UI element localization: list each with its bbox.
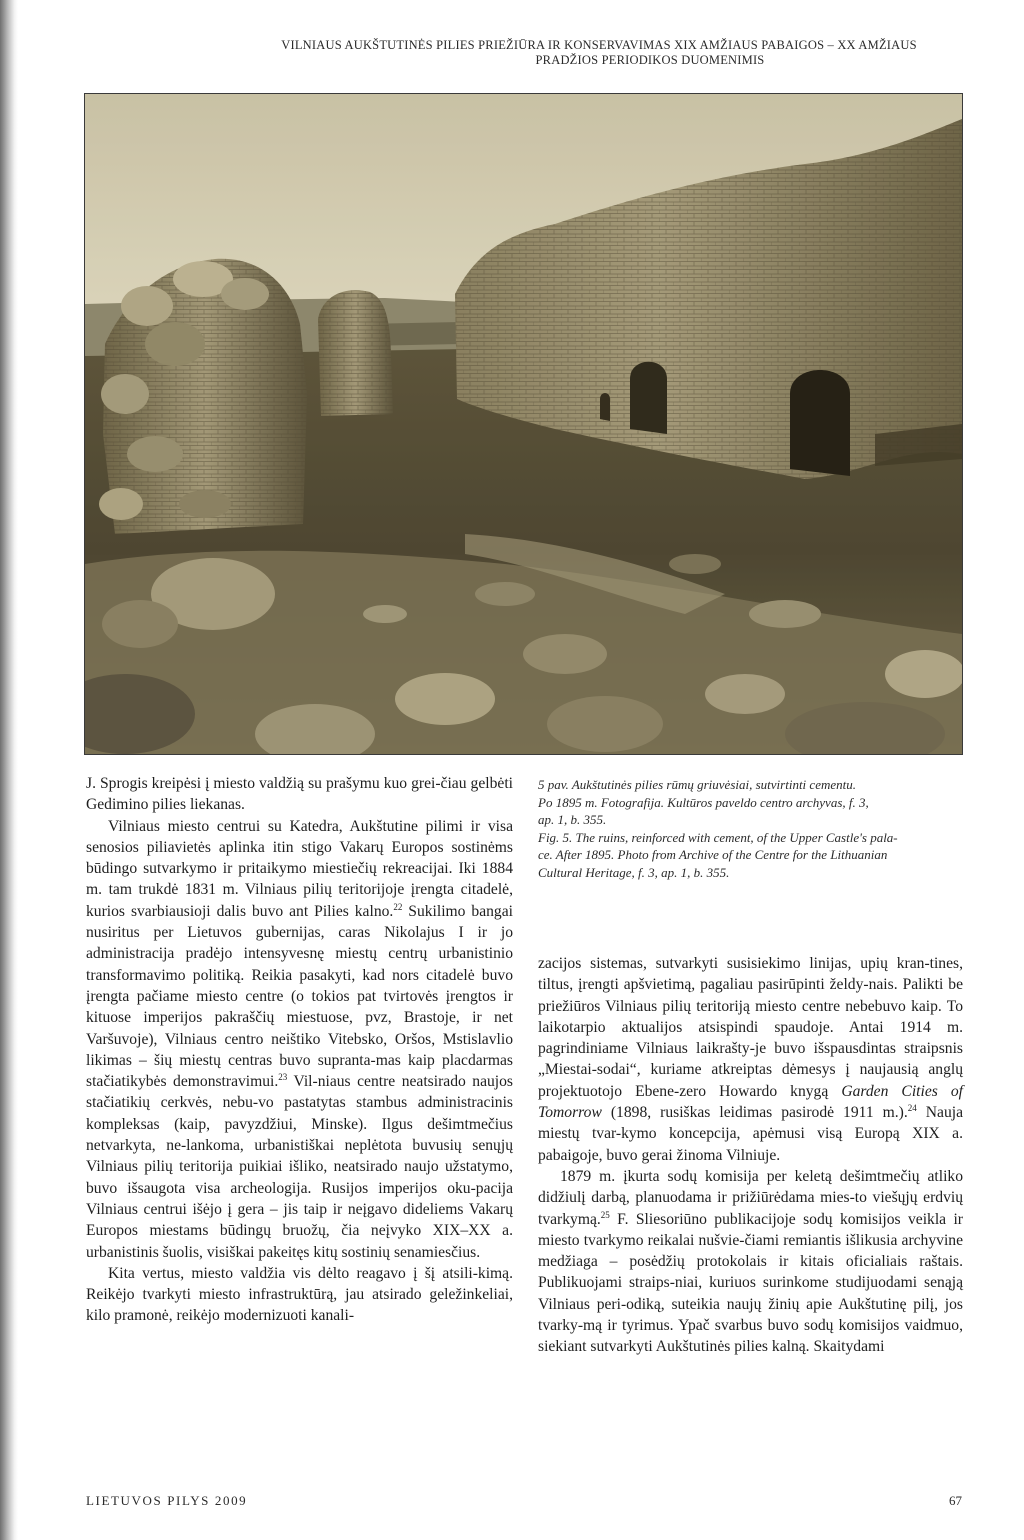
caption-lt-line: 5 pav. Aukštutinės pilies rūmų griuvėsiai, sutvirtinti cementu. [538, 777, 856, 792]
paragraph-text: 1879 m. įkurta sodų komisija per keletą dešimtmečių atliko didžiulį darbą, planuodama ir prižiūrėdama mies-to viešųjų erdvių tvarkymą. [538, 1167, 963, 1228]
caption-en-line: ce. After 1895. Photo from Archive of the Centre for the Lithuanian [538, 847, 888, 863]
figure-caption [538, 776, 958, 882]
paragraph-text: Vilniaus miesto centrui su Katedra, Aukštutine pilimi ir visa senosios piliavietės aplinka itin stigo Vakarų Europos sostinėms būdingo sutvarkymo ir pritaikymo miestiečių rekreacijai. Iki 1884 m. tam trukdė 1831 m. Vilniaus pilių teritorijoje įrengta citadelė, kurios svarbiausioji dalis buvo ant Pilies kalno. [86, 817, 513, 920]
paragraph-text: (1898, rusiškas leidimas pasirodė 1911 m.). [601, 1104, 908, 1122]
journal-footer: LIETUVOS PILYS 2009 [86, 1493, 248, 1508]
caption-en-line: Cultural Heritage, f. 3, ap. 1, b. 355. [538, 864, 730, 880]
running-head-line-1: VILNIAUS AUKŠTUTINĖS PILIES PRIEŽIŪRA IR KONSERVAVIMAS XIX AMŽIAUS PABAIGOS – XX AMŽIAUS [281, 38, 917, 52]
paragraph: Kita vertus, miesto valdžia vis dėlto reagavo į šį atsili-kimą. Reikėjo tvarkyti miesto infrastruktūrą, jau atsirado geležinkeliai, kilo pramonė, reikėjo modernizuoti kanali- [86, 1264, 513, 1325]
paragraph [538, 953, 963, 1166]
footnote-ref-25: 25 [600, 1209, 610, 1220]
paragraph-text: Sukilimo bangai nusiritus per Lietuvos gubernijas, caras Nikolajus I ir jo administracija pradėjo intensyvesnę miestų centrų urbanistinio transformavimo politiką. Reikia pasakyti, kad nors citadelė buvo įrengta pačiame miesto centre (o tokios pat tvirtovės įrengtos ir kituose imperijos pakraščių miestuose, pvz, Brastoje, ir net Varšuvoje), Vilniaus centro neištiko Vitebsko, Oršos, Mstislavlio likimas – šių miestų centras buvo supranta-mas kaip placdarmas stačiatikybės demonstravimui. [86, 902, 513, 1091]
caption-lt-line: Po 1895 m. Fotografija. Kultūros paveldo centro archyvas, f. 3, [538, 794, 869, 810]
footnote-ref-24: 24 [907, 1102, 917, 1113]
paragraph-text: Vil-niaus centre neatsirado naujos stačiatikių cerkvės, nebu-vo pastatytas stambus administracinis kompleksas (kaip, pavyzdžiui, Minske). Ilgus dešimtmečius netvarkyta, ne-lankoma, urbanistiškai neplėtota buvusių senųjų Vilniaus pilių teritorija puikiai išliko, neatsirado naujo užstatymo, buvo išsaugota visa archeologija. Rusijos imperijos oku-pacija Vilniaus centrui išėjo į gera – jis taip ir neįgavo dideliems Vakarų Europos miestams būdingų bruožų, čia neįvyko XIX–XX a. urbanistinis šuolis, visiškai pakeitęs kitų sostinių senamiesčius. [86, 1073, 513, 1261]
book-title: Garden Cities of Tomorrow [538, 1082, 963, 1122]
caption-lt-line: ap. 1, b. 355. [538, 812, 607, 828]
ruins-photograph [84, 93, 963, 755]
footnote-ref-23: 23 [278, 1071, 288, 1082]
left-text-column [86, 773, 513, 1327]
paragraph: J. Sprogis kreipėsi į miesto valdžią su prašymu kuo grei-čiau gelbėti Gedimino pilies liekanas. [86, 775, 513, 814]
footnote-ref-22: 22 [393, 901, 403, 912]
running-head [160, 38, 1010, 68]
running-head-line-2: PRADŽIOS PERIODIKOS DUOMENIMIS [535, 53, 765, 67]
paragraph [538, 1166, 963, 1358]
caption-en-line: Fig. 5. The ruins, reinforced with cement, of the Upper Castle's pala- [538, 829, 898, 845]
paragraph-text: F. Sliesoriūno publikacijoje sodų komisijos veikla ir miesto tvarkymo reikalai nušvie-čiami remiantis išlikusia archyvine medžiaga – posėdžių protokolais ir kitais oficialiais raštais. Publikuojami straips-niai, kuriuos surinkome studijuodami senąją Vilniaus peri-odiką, suteikia naujų žinių apie Aukštutinę pilį, jos tvarky-mą ir tyrimus. Ypač svarbus buvo sodų komisijos vaidmuo, siekiant sutvarkyti Aukštutinės pilies kalną. Skaitydami [538, 1210, 963, 1356]
page-number: 67 [949, 1493, 962, 1508]
right-text-column [538, 953, 963, 1358]
paragraph-text: zacijos sistemas, sutvarkyti susisiekimo linijas, upių kran-tines, tiltus, įrengti apšvietimą, pagaliau pasirūpinti želdy-nais. Palikti be priežiūros Vilniaus pilių teritoriją miesto centre nebebuvo kaip. To laikotarpio aktualijos atsispindi spaudoje. Antai 1914 m. pagrindiniame Vilniaus laikrašty-je buvo išspausdintas straipsnis „Miestai-sodai“, kuriame atkreiptas dėmesys į naujausią anglų projektuotojo Ebene-zero Howardo knygą [538, 955, 963, 1100]
page-binding-shadow [0, 0, 18, 1540]
paragraph-text: Nauja miestų tvar-kymo koncepcija, apėmusi visą Europą XIX a. pabaigoje, buvo gerai žinoma Vilniuje. [538, 1104, 963, 1164]
paragraph [86, 816, 513, 1263]
